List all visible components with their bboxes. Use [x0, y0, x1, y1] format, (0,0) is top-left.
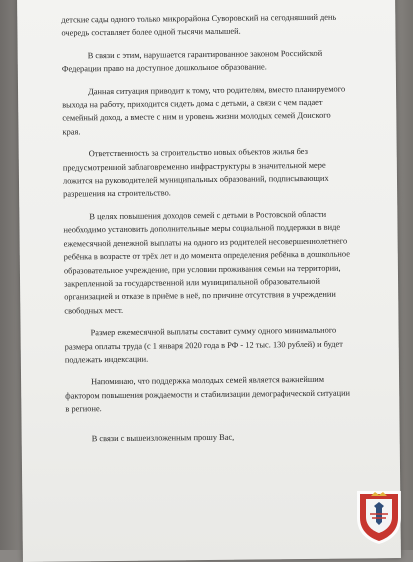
text-line: закрепленной за государственной или муниципальной образовательной — [64, 276, 320, 289]
text-line: предусмотренной заблаговременно инфраструктуры в значительной мере — [62, 160, 326, 173]
text-line: в регионе. — [65, 404, 102, 414]
text-line: Напоминаю, что поддержка молодых семей является важнейшим — [91, 375, 325, 387]
text-line: ребёнка в возрасте от трёх лет и до момента определения ребёнка в дошкольное — [63, 249, 350, 262]
paragraph-3 — [62, 82, 385, 139]
document-body — [61, 10, 388, 454]
text-line: организацией и отказе в приёме в неё, по причине отсутствия в учреждении — [64, 289, 336, 302]
text-line: семейный доход, а вместе с ним и уровень жизни молодых семей Донского — [62, 111, 331, 123]
text-line: Федерации право на доступное дошкольное образование. — [61, 62, 267, 74]
text-line: очередь составляет более одной тысячи малышей. — [61, 27, 241, 38]
text-line: ежемесячной денежной выплаты на одного из родителей несовершеннолетнего — [63, 236, 348, 249]
closing-line — [66, 429, 388, 446]
text-line: фактором повышения рождаемости и стабилизации демографической ситуации — [65, 388, 351, 401]
text-line: детские сады одного только микрорайона Суворовский на сегодняшний день — [61, 12, 337, 25]
text-line: В связи с вышеизложенным прошу Вас, — [91, 432, 235, 443]
paragraph-2 — [62, 46, 384, 76]
text-line: ложится на руководителей муниципальных образований, подписывающих — [62, 173, 329, 186]
text-line: В целях повышения доходов семей с детьми в Ростовской области — [89, 209, 327, 222]
text-line: необходимо установить дополнительные меры социальной поддержки в виде — [63, 222, 341, 235]
text-line: Размер ежемесячной выплаты составит сумму одного минимального — [90, 325, 337, 338]
text-line: Данная ситуация приводит к тому, что родителям, вместо планируемого — [88, 84, 346, 96]
text-line: В связи с этим, нарушается гарантированное законом Российской — [87, 48, 323, 61]
text-line: подлежать индексации. — [64, 354, 149, 365]
paragraph-6 — [65, 323, 387, 367]
text-line: свободных мест. — [64, 305, 124, 316]
rostov-region-emblem-icon — [352, 488, 406, 546]
text-line: выхода на работу, приходится сидеть дома с детьми, а связи с чем падает — [62, 97, 323, 110]
text-line: края. — [62, 127, 81, 137]
paragraph-1 — [61, 10, 383, 40]
paragraph-5 — [63, 207, 386, 318]
paragraph-4 — [63, 144, 386, 201]
text-line: Ответственность за строительство новых объектов жилья без — [88, 147, 308, 159]
paragraph-7 — [65, 372, 387, 416]
text-line: разрешения на строительство. — [63, 188, 171, 199]
text-line: размера оплаты труда (с 1 января 2020 года в РФ - 12 тыс. 130 рублей) и будет — [64, 339, 343, 352]
paper-sheet — [17, 0, 401, 562]
text-line: образовательное учреждение, при условии проживания семьи на территории, — [63, 263, 341, 276]
